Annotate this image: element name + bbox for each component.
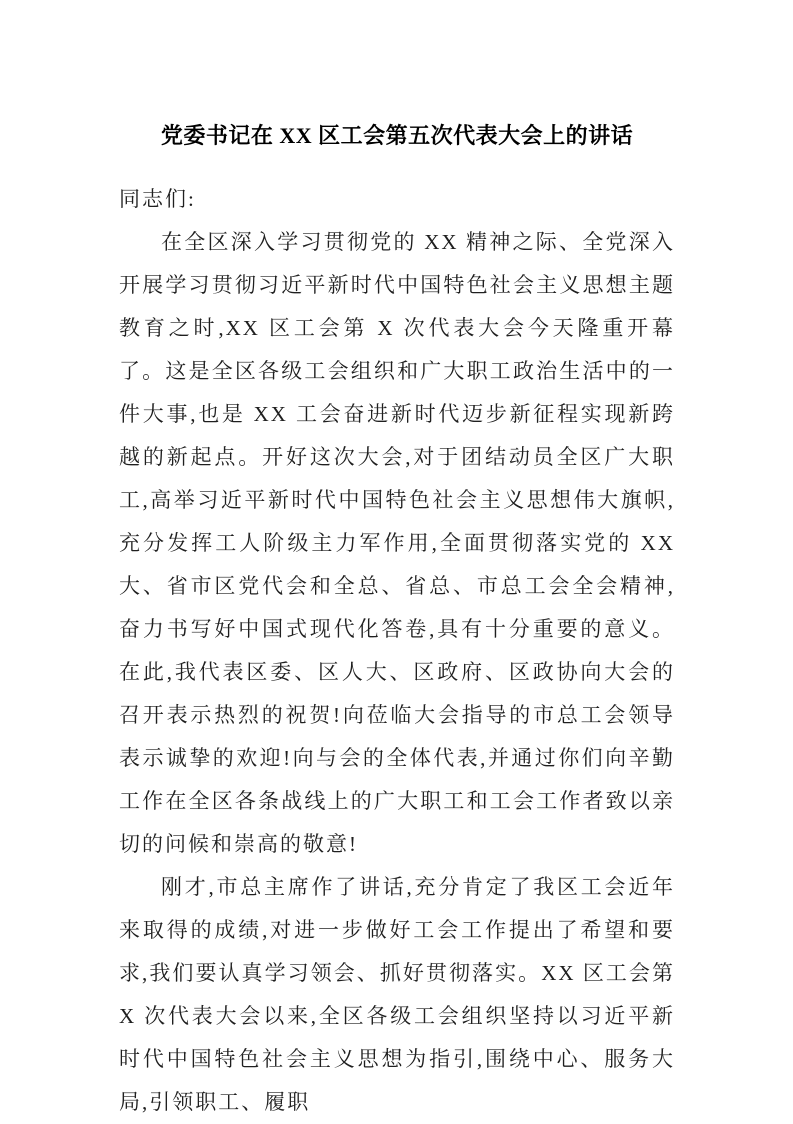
document-title: 党委书记在 XX 区工会第五次代表大会上的讲话 [160,123,634,148]
salutation-line: 同志们: [119,187,196,211]
body-paragraph-2: 刚才,市总主席作了讲话,充分肯定了我区工会近年来取得的成绩,对进一步做好工会工作提出了希望和要求,我们要认真学习领会、抓好贯彻落实。XX 区工会第 X 次代表大会以来,全区各级工会组织坚持以习近平新时代中国特色社会主义思想为指引,围绕中心、服务大局,引领职工、履职 [119,875,675,1114]
body-paragraph-1: 在全区深入学习贯彻党的 XX 精神之际、全党深入开展学习贯彻习近平新时代中国特色社会主义思想主题教育之时,XX 区工会第 X 次代表大会今天隆重开幕了。这是全区各级工会组织和广大职工政治生活中的一件大事,也是 XX 工会奋进新时代迈步新征程实现新跨越的新起点。开好这次大会,对于团结动员全区广大职工,高举习近平新时代中国特色社会主义思想伟大旗帜,充分发挥工人阶级主力军作用,全面贯彻落实党的 XX 大、省市区党代会和全总、省总、市总工会全会精神,奋力书写好中国式现代化答卷,具有十分重要的意义。在此,我代表区委、区人大、区政府、区政协向大会的召开表示热烈的祝贺!向莅临大会指导的市总工会领导表示诚挚的欢迎!向与会的全体代表,并通过你们向辛勤工作在全区各条战线上的广大职工和工会工作者致以亲切的问候和崇高的敬意! [119,230,675,856]
